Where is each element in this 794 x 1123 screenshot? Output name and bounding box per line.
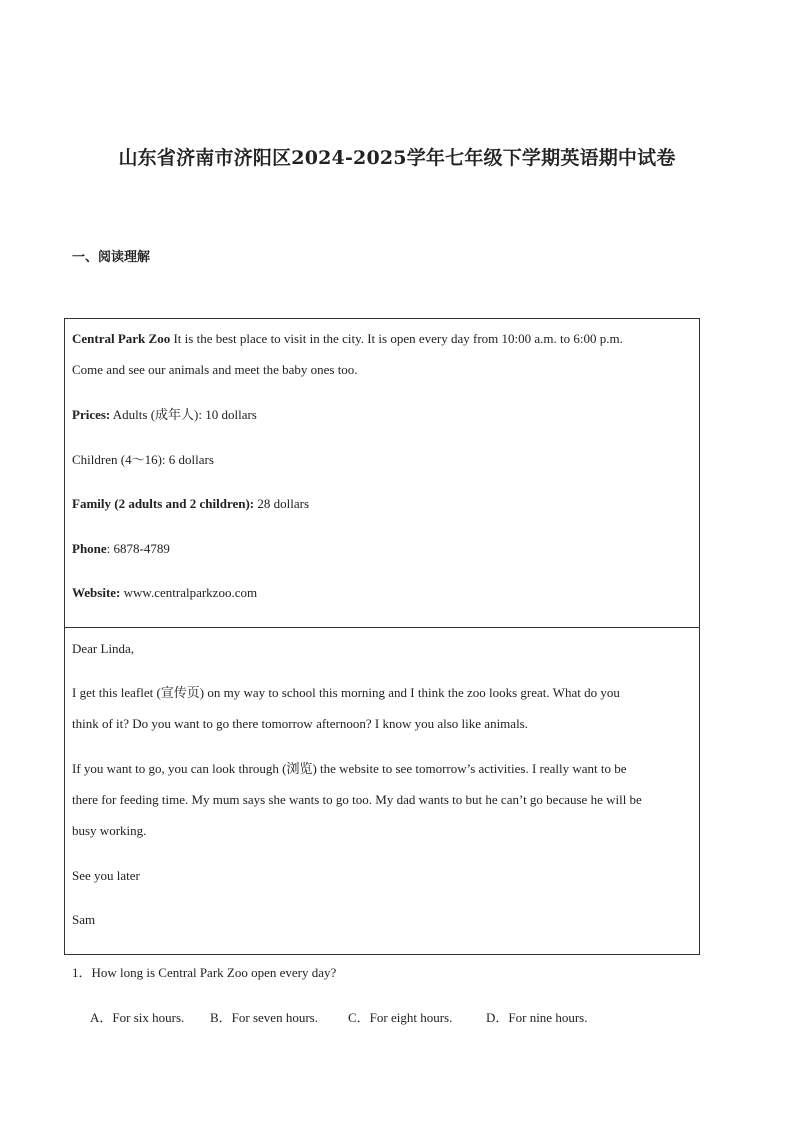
website-value: www.centralparkzoo.com: [120, 585, 258, 600]
letter-closing: See you later: [72, 868, 140, 883]
zoo-ad-box: [64, 318, 700, 628]
letter-para2-line2: there for feeding time. My mum says she wants to go too. My dad wants to but he can’t go because he will be: [72, 792, 642, 807]
prices-line: [72, 407, 257, 423]
letter-greeting: Dear Linda,: [72, 641, 135, 656]
website-label: Website:: [72, 585, 121, 600]
letter-signature: Sam: [72, 912, 96, 927]
family-price-line: [72, 496, 309, 512]
website-line: [72, 585, 257, 601]
family-price: 28 dollars: [254, 496, 310, 511]
question-1-option-d: D．For nine hours.: [486, 1010, 588, 1025]
question-1-option-c: C．For eight hours.: [348, 1010, 453, 1025]
prices-adults: Adults (成年人): 10 dollars: [110, 407, 257, 422]
letter-para1-line1: I get this leaflet (宣传页) on my way to school this morning and I think the zoo looks great. What do you: [72, 685, 620, 700]
letter-para2-line3: busy working.: [72, 823, 147, 838]
phone-label: Phone: [72, 541, 107, 556]
prices-children: Children (4～16): 6 dollars: [72, 452, 214, 467]
letter-para2-line1: If you want to go, you can look through (浏览) the website to see tomorrow’s activities. I really want to be: [72, 761, 627, 776]
letter-para1-line2: think of it? Do you want to go there tomorrow afternoon? I know you also like animals.: [72, 716, 528, 731]
family-label: Family (2 adults and 2 children):: [72, 496, 255, 511]
question-1: 1．How long is Central Park Zoo open every day?: [72, 965, 337, 980]
prices-label: Prices:: [72, 407, 111, 422]
page-title: 山东省济南市济阳区2024-2025学年七年级下学期英语期中试卷: [118, 147, 676, 169]
phone-value: : 6878-4789: [106, 541, 170, 556]
letter-box: [64, 627, 700, 955]
zoo-intro-line2: Come and see our animals and meet the baby ones too.: [72, 362, 358, 377]
zoo-intro-text: It is the best place to visit in the city. It is open every day from 10:00 a.m. to 6:00 p.m.: [170, 331, 623, 346]
question-1-option-b: B．For seven hours.: [210, 1010, 318, 1025]
zoo-intro: [72, 331, 623, 347]
question-1-option-a: A．For six hours.: [90, 1010, 185, 1025]
section-heading: 一、阅读理解: [72, 250, 151, 265]
zoo-name: Central Park Zoo: [72, 331, 171, 346]
phone-line: [72, 541, 170, 557]
